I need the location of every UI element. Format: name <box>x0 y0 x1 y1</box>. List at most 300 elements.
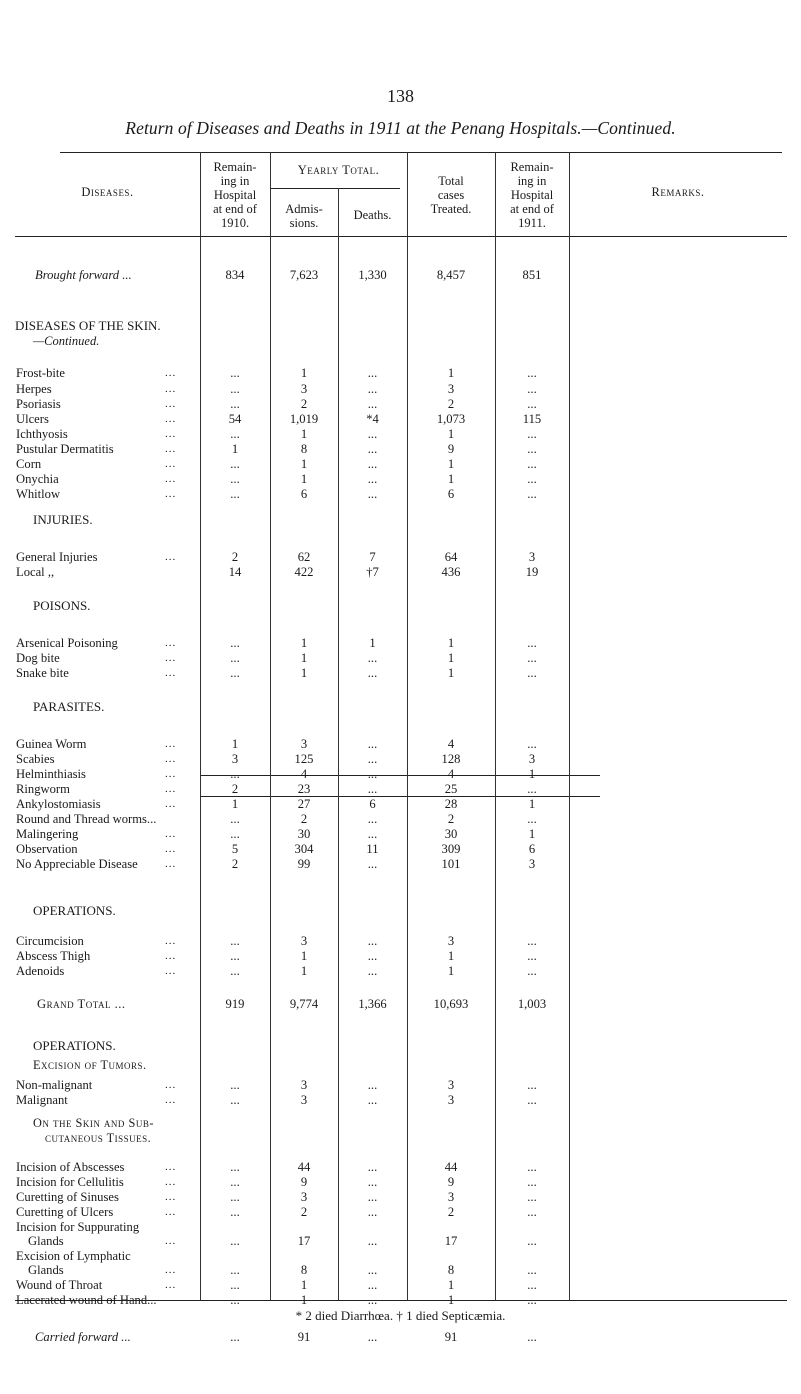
cell-total: 30 <box>444 827 458 841</box>
cell-deaths: ... <box>367 382 378 396</box>
footnote: * 2 died Diarrhœa. † 1 died Septicæmia. <box>295 1308 506 1323</box>
row-label: Arsenical Poisoning <box>16 636 118 650</box>
table-row <box>15 666 787 680</box>
cell-total: 25 <box>444 782 458 796</box>
cell-rem1911: 115 <box>522 412 542 426</box>
table-row <box>15 752 787 766</box>
cell-deaths: 11 <box>366 842 379 856</box>
row-label: Abscess Thigh <box>16 949 91 963</box>
leader-dots: ... <box>165 458 177 470</box>
cell-rem1910: 1 <box>231 797 239 811</box>
cell-rem1911: ... <box>527 397 537 411</box>
table-row <box>15 457 787 471</box>
cell-total: 3 <box>447 1078 455 1092</box>
cell-admissions: 91 <box>297 1330 311 1344</box>
cell-deaths: ... <box>367 427 378 441</box>
header-diseases: Diseases. <box>81 185 134 199</box>
header-remarks: Remarks. <box>651 185 705 199</box>
cell-deaths: ... <box>367 857 378 871</box>
leader-dots: ... <box>165 398 177 410</box>
cell-admissions: 1 <box>300 457 308 471</box>
table-row <box>15 1234 787 1248</box>
table-row <box>15 1078 787 1092</box>
cell-total: 4 <box>447 767 455 781</box>
row-label: Malignant <box>16 1093 68 1107</box>
page-number: 138 <box>387 86 414 106</box>
cell-deaths: ... <box>367 949 378 963</box>
cell-total: 2 <box>447 812 455 826</box>
row-label: Lacerated wound of Hand... <box>16 1293 157 1307</box>
cell-total: 1 <box>447 949 455 963</box>
cell-total: 1 <box>447 666 455 680</box>
cell-total: 8 <box>447 1263 455 1277</box>
section-heading: PARASITES. <box>33 699 105 714</box>
cell-rem1910: ... <box>230 964 240 978</box>
leader-dots: ... <box>165 1206 177 1218</box>
cell-admissions: 30 <box>297 827 311 841</box>
table-row <box>15 934 787 948</box>
section-heading: Excision of Tumors. <box>33 1058 147 1072</box>
header-total-cases: Total cases Treated. <box>430 174 472 216</box>
cell-total: 17 <box>444 1234 458 1248</box>
table-row <box>15 565 787 579</box>
table-row <box>15 857 787 871</box>
leader-dots: ... <box>165 367 177 379</box>
leader-dots: ... <box>165 383 177 395</box>
cell-rem1911: ... <box>527 934 537 948</box>
cell-rem1910: ... <box>230 949 240 963</box>
section-heading: INJURIES. <box>33 512 93 527</box>
table-row <box>15 964 787 978</box>
row-label: Glands <box>28 1234 64 1248</box>
cell-deaths: ... <box>367 752 378 766</box>
leader-dots: ... <box>165 950 177 962</box>
cell-admissions: 1 <box>300 427 308 441</box>
leader-dots: ... <box>165 1079 177 1091</box>
cell-rem1911: 6 <box>528 842 536 856</box>
header-bottom-rule <box>15 236 787 237</box>
row-label: Incision of Abscesses <box>16 1160 125 1174</box>
cell-rem1911: ... <box>527 1330 537 1344</box>
table-row <box>15 782 787 796</box>
cell-admissions: 1,019 <box>289 412 319 426</box>
cell-rem1910: 54 <box>228 412 242 426</box>
cell-deaths: 6 <box>369 797 376 811</box>
leader-dots: ... <box>165 551 177 563</box>
cell-admissions: 7,623 <box>289 268 319 282</box>
cell-admissions: 4 <box>300 767 308 781</box>
cell-total: 436 <box>441 565 461 579</box>
cell-deaths: ... <box>367 1330 378 1344</box>
cell-rem1911: ... <box>527 1190 537 1204</box>
leader-dots: ... <box>165 768 177 780</box>
table-row <box>15 636 787 650</box>
cell-rem1911: ... <box>527 457 537 471</box>
header-deaths: Deaths. <box>353 208 392 222</box>
cell-deaths: ... <box>367 1234 378 1248</box>
cell-total: 1,073 <box>436 412 466 426</box>
row-label: Ankylostomiasis <box>16 797 101 811</box>
cell-deaths: 7 <box>369 550 376 564</box>
cell-deaths: ... <box>367 1160 378 1174</box>
table-row <box>15 1093 787 1107</box>
table-top-rule <box>60 152 782 153</box>
section-heading: OPERATIONS. <box>33 1038 116 1053</box>
table-row <box>15 812 787 826</box>
cell-admissions: 1 <box>300 472 308 486</box>
row-label: Helminthiasis <box>16 767 86 781</box>
table-row <box>15 1175 787 1189</box>
row-label: Carried forward ... <box>35 1330 131 1344</box>
leader-dots: ... <box>165 1264 177 1276</box>
cell-total: 8,457 <box>436 268 466 282</box>
row-label: Observation <box>16 842 78 856</box>
cell-admissions: 23 <box>297 782 311 796</box>
cell-total: 6 <box>447 487 455 501</box>
row-label: Incision for Cellulitis <box>16 1175 124 1189</box>
cell-rem1911: ... <box>527 427 537 441</box>
cell-rem1911: ... <box>527 651 537 665</box>
cell-rem1910: 5 <box>231 842 239 856</box>
cell-admissions: 8 <box>300 442 308 456</box>
table-row <box>15 1278 787 1292</box>
row-label: Malingering <box>16 827 79 841</box>
cell-admissions: 304 <box>294 842 314 856</box>
cell-rem1911: ... <box>527 1263 537 1277</box>
cell-rem1910: ... <box>230 487 240 501</box>
row-label: Dog bite <box>16 651 60 665</box>
cell-rem1910: 1 <box>231 737 239 751</box>
cell-total: 1 <box>447 1293 455 1307</box>
header-admissions: Admis- sions. <box>285 202 323 230</box>
cell-deaths: ... <box>367 397 378 411</box>
cell-rem1911: ... <box>527 1175 537 1189</box>
cell-rem1910: ... <box>230 1234 240 1248</box>
cell-rem1911: 3 <box>528 550 536 564</box>
cell-total: 1 <box>447 366 455 380</box>
section-subheading: —Continued. <box>33 334 100 348</box>
cell-rem1910: ... <box>230 767 240 781</box>
row-label: No Appreciable Disease <box>16 857 138 871</box>
cell-total: 10,693 <box>433 997 469 1011</box>
row-label: Herpes <box>16 382 52 396</box>
cell-rem1911: ... <box>527 366 537 380</box>
cell-rem1910: ... <box>230 1278 240 1292</box>
table-row <box>15 412 787 426</box>
cell-rem1911: ... <box>527 636 537 650</box>
cell-total: 28 <box>444 797 458 811</box>
cell-deaths: ... <box>367 737 378 751</box>
cell-deaths: ... <box>367 1293 378 1307</box>
cell-admissions: 1 <box>300 964 308 978</box>
cell-admissions: 3 <box>300 382 308 396</box>
cell-rem1910: 1 <box>231 442 239 456</box>
cell-deaths: ... <box>367 1093 378 1107</box>
cell-deaths: ... <box>367 812 378 826</box>
leader-dots: ... <box>165 1161 177 1173</box>
leader-dots: ... <box>165 783 177 795</box>
cell-rem1910: ... <box>230 1263 240 1277</box>
table-row <box>15 472 787 486</box>
col-divider-4 <box>407 152 408 1300</box>
row-label: Round and Thread worms... <box>16 812 157 826</box>
table-row <box>15 997 787 1011</box>
leader-dots: ... <box>165 488 177 500</box>
cell-rem1910: 2 <box>231 857 239 871</box>
cell-rem1910: 2 <box>231 782 239 796</box>
row-label: Non-malignant <box>16 1078 93 1092</box>
cell-rem1911: 3 <box>528 857 536 871</box>
cell-rem1910: ... <box>230 457 240 471</box>
cell-total: 128 <box>441 752 461 766</box>
cell-rem1911: ... <box>527 964 537 978</box>
cell-rem1910: ... <box>230 427 240 441</box>
section-heading: On the Skin and Sub- <box>33 1116 154 1130</box>
leader-dots: ... <box>165 428 177 440</box>
table-row <box>15 442 787 456</box>
cell-rem1911: 19 <box>525 565 539 579</box>
cell-admissions: 2 <box>300 812 308 826</box>
cell-admissions: 3 <box>300 934 308 948</box>
cell-rem1910: ... <box>230 1293 240 1307</box>
cell-admissions: 6 <box>300 487 308 501</box>
cell-admissions: 8 <box>300 1263 308 1277</box>
table-row <box>15 1160 787 1174</box>
header-remaining-1911: Remain- ing in Hospital at end of 1911. <box>510 160 554 230</box>
cell-rem1911: 3 <box>528 752 536 766</box>
row-label: Onychia <box>16 472 59 486</box>
table-row <box>15 1263 787 1277</box>
cell-rem1910: ... <box>230 472 240 486</box>
cell-admissions: 44 <box>297 1160 311 1174</box>
cell-rem1910: ... <box>230 934 240 948</box>
cell-deaths: ... <box>367 934 378 948</box>
row-label: Scabies <box>16 752 55 766</box>
cell-admissions: 1 <box>300 651 308 665</box>
row-label: Curetting of Ulcers <box>16 1205 114 1219</box>
cell-rem1910: 919 <box>225 997 245 1011</box>
cell-total: 1 <box>447 472 455 486</box>
cell-rem1911: ... <box>527 1293 537 1307</box>
table-row <box>15 366 787 380</box>
cell-rem1910: ... <box>230 636 240 650</box>
cell-total: 3 <box>447 1190 455 1204</box>
row-label: General Injuries <box>16 550 98 564</box>
cell-admissions: 99 <box>297 857 311 871</box>
cell-admissions: 27 <box>297 797 311 811</box>
cell-rem1910: ... <box>230 1175 240 1189</box>
cell-rem1910: ... <box>230 1078 240 1092</box>
col-divider-1 <box>200 152 201 1300</box>
cell-deaths: ... <box>367 964 378 978</box>
cell-deaths: ... <box>367 1263 378 1277</box>
leader-dots: ... <box>165 828 177 840</box>
cell-deaths: ... <box>367 442 378 456</box>
cell-deaths: 1 <box>369 636 376 650</box>
cell-rem1910: 3 <box>231 752 239 766</box>
cell-deaths: ... <box>367 1278 378 1292</box>
table-row <box>15 268 787 282</box>
leader-dots: ... <box>165 965 177 977</box>
row-label: Ichthyosis <box>16 427 68 441</box>
row-label: Corn <box>16 457 42 471</box>
header-yearly-total: Yearly Total. <box>297 163 380 177</box>
cell-deaths: ... <box>367 1175 378 1189</box>
cell-admissions: 1 <box>300 666 308 680</box>
leader-dots: ... <box>165 798 177 810</box>
row-label: Glands <box>28 1263 64 1277</box>
col-divider-5 <box>495 152 496 1300</box>
cell-total: 1 <box>447 651 455 665</box>
section-heading: POISONS. <box>33 598 91 613</box>
cell-admissions: 422 <box>294 565 314 579</box>
cell-rem1911: ... <box>527 1078 537 1092</box>
leader-dots: ... <box>165 652 177 664</box>
yearly-total-rule <box>270 188 400 189</box>
row-label: Wound of Throat <box>16 1278 103 1292</box>
row-label: Frost-bite <box>16 366 65 380</box>
cell-deaths: ... <box>367 487 378 501</box>
cell-rem1911: 1 <box>528 827 536 841</box>
cell-admissions: 9 <box>300 1175 308 1189</box>
cell-deaths: ... <box>367 666 378 680</box>
leader-dots: ... <box>165 1176 177 1188</box>
row-label: Incision for Suppurating <box>16 1220 140 1234</box>
cell-admissions: 62 <box>297 550 311 564</box>
row-label: Guinea Worm <box>16 737 87 751</box>
cell-total: 1 <box>447 1278 455 1292</box>
cell-rem1911: 1,003 <box>517 997 547 1011</box>
row-label: Ulcers <box>16 412 49 426</box>
table-row <box>15 1205 787 1219</box>
section-heading: cutaneous Tissues. <box>45 1131 152 1145</box>
cell-rem1911: ... <box>527 666 537 680</box>
col-divider-6 <box>569 152 570 1300</box>
cell-total: 1 <box>447 457 455 471</box>
leader-dots: ... <box>165 1094 177 1106</box>
cell-total: 9 <box>447 442 455 456</box>
header-remaining-1910: Remain- ing in Hospital at end of 1910. <box>213 160 257 230</box>
cell-admissions: 2 <box>300 397 308 411</box>
cell-total: 309 <box>441 842 461 856</box>
cell-total: 3 <box>447 382 455 396</box>
table-row <box>15 842 787 856</box>
row-label: Local ,, <box>16 565 55 579</box>
cell-deaths: ... <box>367 1078 378 1092</box>
row-label: Adenoids <box>16 964 65 978</box>
leader-dots: ... <box>165 843 177 855</box>
cell-rem1911: ... <box>527 1093 537 1107</box>
cell-deaths: 1,330 <box>358 268 387 282</box>
cell-rem1911: 1 <box>528 797 536 811</box>
cell-admissions: 3 <box>300 1093 308 1107</box>
table-row <box>15 949 787 963</box>
row-label: Curetting of Sinuses <box>16 1190 119 1204</box>
table-row <box>15 827 787 841</box>
cell-deaths: ... <box>367 767 378 781</box>
cell-total: 4 <box>447 737 455 751</box>
cell-total: 91 <box>444 1330 458 1344</box>
cell-rem1910: ... <box>230 666 240 680</box>
row-label: Grand Total ... <box>37 997 126 1011</box>
cell-total: 101 <box>441 857 461 871</box>
cell-rem1910: ... <box>230 366 240 380</box>
leader-dots: ... <box>165 667 177 679</box>
leader-dots: ... <box>165 413 177 425</box>
cell-rem1910: ... <box>230 1160 240 1174</box>
table-row <box>15 550 787 564</box>
row-label: Snake bite <box>16 666 69 680</box>
cell-rem1911: ... <box>527 442 537 456</box>
cell-admissions: 125 <box>294 752 314 766</box>
cell-deaths: ... <box>367 366 378 380</box>
cell-deaths: †7 <box>366 565 379 579</box>
cell-total: 1 <box>447 964 455 978</box>
row-label: Brought forward ... <box>35 268 132 282</box>
row-label: Ringworm <box>16 782 70 796</box>
cell-rem1910: ... <box>230 812 240 826</box>
cell-admissions: 2 <box>300 1205 308 1219</box>
cell-admissions: 3 <box>300 737 308 751</box>
leader-dots: ... <box>165 443 177 455</box>
table-row <box>15 1190 787 1204</box>
cell-rem1910: 834 <box>225 268 245 282</box>
table-row <box>15 427 787 441</box>
cell-rem1911: 1 <box>528 767 536 781</box>
cell-total: 1 <box>447 427 455 441</box>
cell-total: 44 <box>444 1160 458 1174</box>
row-label: Whitlow <box>16 487 61 501</box>
row-label: Psoriasis <box>16 397 61 411</box>
cell-deaths: ... <box>367 1190 378 1204</box>
row-label: Excision of Lymphatic <box>16 1249 131 1263</box>
cell-rem1910: ... <box>230 651 240 665</box>
col-divider-2 <box>270 152 271 1300</box>
cell-rem1911: ... <box>527 472 537 486</box>
cell-total: 3 <box>447 934 455 948</box>
cell-rem1911: ... <box>527 812 537 826</box>
table-row <box>15 737 787 751</box>
cell-rem1910: ... <box>230 1330 240 1344</box>
cell-deaths: ... <box>367 472 378 486</box>
leader-dots: ... <box>165 637 177 649</box>
cell-total: 1 <box>447 636 455 650</box>
cell-rem1911: ... <box>527 487 537 501</box>
cell-admissions: 1 <box>300 1293 308 1307</box>
cell-rem1910: ... <box>230 397 240 411</box>
cell-rem1910: ... <box>230 382 240 396</box>
row-label: Pustular Dermatitis <box>16 442 114 456</box>
table-row <box>15 767 787 781</box>
cell-deaths: ... <box>367 457 378 471</box>
page-title: Return of Diseases and Deaths in 1911 at the Penang Hospitals.—Continued. <box>125 118 676 138</box>
cell-rem1911: ... <box>527 382 537 396</box>
cell-rem1910: ... <box>230 1190 240 1204</box>
cell-total: 2 <box>447 397 455 411</box>
cell-total: 9 <box>447 1175 455 1189</box>
table-row <box>15 487 787 501</box>
cell-deaths: ... <box>367 782 378 796</box>
leader-dots: ... <box>165 935 177 947</box>
cell-admissions: 1 <box>300 949 308 963</box>
section-heading: OPERATIONS. <box>33 903 116 918</box>
leader-dots: ... <box>165 753 177 765</box>
table-row <box>15 797 787 811</box>
cell-total: 3 <box>447 1093 455 1107</box>
table-row <box>15 382 787 396</box>
leader-dots: ... <box>165 473 177 485</box>
table-row <box>15 651 787 665</box>
